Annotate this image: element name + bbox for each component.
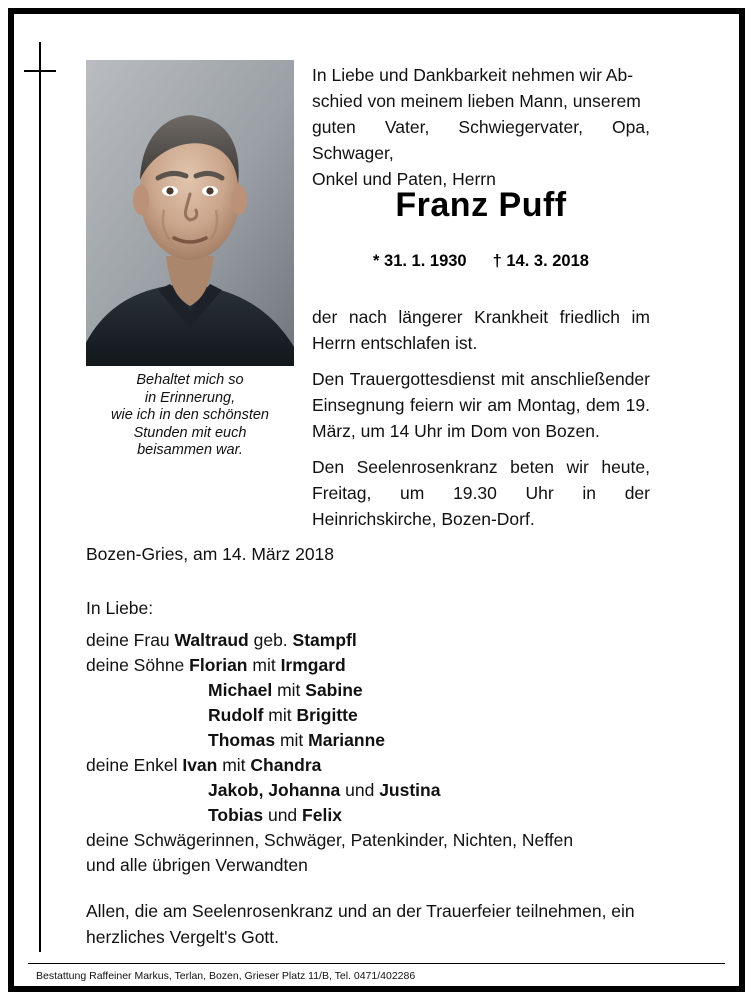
- photo-caption-line: beisammen war.: [137, 442, 243, 458]
- family-text: deine Söhne: [86, 655, 190, 675]
- family-name: Justina: [379, 780, 441, 800]
- family-name: Florian: [189, 655, 248, 675]
- family-text: und: [263, 805, 303, 825]
- closing-text: Allen, die am Seelenrosenkranz und an der Trauerfeier teilnehmen, ein herzliches Vergelt's Gott.: [86, 901, 635, 947]
- family-name: Tobias: [208, 805, 264, 825]
- intro-line: schied von meinem lieben Mann, unserem: [312, 91, 641, 111]
- intro-line: guten Vater, Schwiegervater, Opa, Schwager,: [312, 117, 650, 163]
- family-name: Felix: [302, 805, 342, 825]
- family-name: Sabine: [305, 680, 363, 700]
- deceased-name: Franz Puff: [395, 186, 567, 224]
- family-text: mit: [272, 680, 306, 700]
- cross-horizontal-icon: [24, 70, 56, 72]
- family-text: deine Enkel: [86, 755, 183, 775]
- family-name: Brigitte: [296, 705, 358, 725]
- photo-caption-line: wie ich in den schönsten: [111, 407, 269, 423]
- cross-vertical-icon: [39, 42, 41, 952]
- family-row: [86, 778, 686, 803]
- family-row: [86, 703, 686, 728]
- photo-caption-line: Stunden mit euch: [133, 424, 247, 441]
- photo-caption-line: Behaltet mich so: [136, 372, 244, 388]
- photo-caption: [74, 372, 306, 460]
- family-text: mit: [263, 705, 297, 725]
- paragraph-death: der nach längerer Krankheit friedlich im Herrn entschlafen ist.: [312, 307, 650, 353]
- family-text: und: [340, 780, 380, 800]
- family-name: Irmgard: [280, 655, 346, 675]
- family-text: und alle übrigen Verwandten: [86, 855, 308, 875]
- family-list: [86, 628, 686, 878]
- family-row: [86, 828, 686, 853]
- intro-line: In Liebe und Dankbarkeit nehmen wir Ab-: [312, 65, 634, 85]
- service-details: [312, 304, 650, 532]
- paragraph-rosary: Den Seelenrosenkranz beten wir heute, Freitag, um 19.30 Uhr in der Heinrichskirche, Bozen-Dorf.: [312, 457, 650, 529]
- family-name: Waltraud: [174, 630, 249, 650]
- family-name: Stampfl: [292, 630, 357, 650]
- paragraph-funeral-service: Den Trauergottesdienst mit anschließender Einsegnung feiern wir am Montag, dem 19. März, um 14 Uhr im Dom von Bozen.: [312, 369, 650, 441]
- family-name: Chandra: [250, 755, 322, 775]
- intro-text: [312, 62, 650, 192]
- intro-line: Onkel und Paten, Herrn: [312, 169, 496, 189]
- place-and-date: Bozen-Gries, am 14. März 2018: [86, 544, 335, 564]
- family-name: Marianne: [308, 730, 385, 750]
- family-row: [86, 853, 686, 878]
- family-name: Ivan: [182, 755, 218, 775]
- family-text: mit: [247, 655, 281, 675]
- family-row: [86, 678, 686, 703]
- family-row: [86, 803, 686, 828]
- family-row: [86, 653, 686, 678]
- family-name: Thomas: [208, 730, 276, 750]
- photo-caption-line: in Erinnerung,: [144, 389, 236, 406]
- life-dates: [312, 252, 650, 271]
- funeral-home-footer: Bestattung Raffeiner Markus, Terlan, Bozen, Grieser Platz 11/B, Tel. 0471/402286: [36, 970, 416, 982]
- family-name: Rudolf: [208, 705, 264, 725]
- death-date: † 14. 3. 2018: [492, 252, 589, 270]
- birth-date: * 31. 1. 1930: [373, 252, 467, 270]
- family-name: Jakob, Johanna: [208, 780, 341, 800]
- footer-divider: [28, 963, 725, 964]
- family-text: mit: [275, 730, 309, 750]
- family-row: [86, 753, 686, 778]
- family-row: [86, 728, 686, 753]
- family-row: [86, 628, 686, 653]
- family-text: geb.: [248, 630, 293, 650]
- family-text: deine Frau: [86, 630, 175, 650]
- page-inner-area: [14, 14, 739, 986]
- in-love-label: In Liebe:: [86, 598, 154, 618]
- family-text: deine Schwägerinnen, Schwäger, Patenkinder, Nichten, Neffen: [86, 830, 574, 850]
- family-text: mit: [217, 755, 251, 775]
- family-name: Michael: [208, 680, 273, 700]
- portrait-photo: [86, 60, 294, 366]
